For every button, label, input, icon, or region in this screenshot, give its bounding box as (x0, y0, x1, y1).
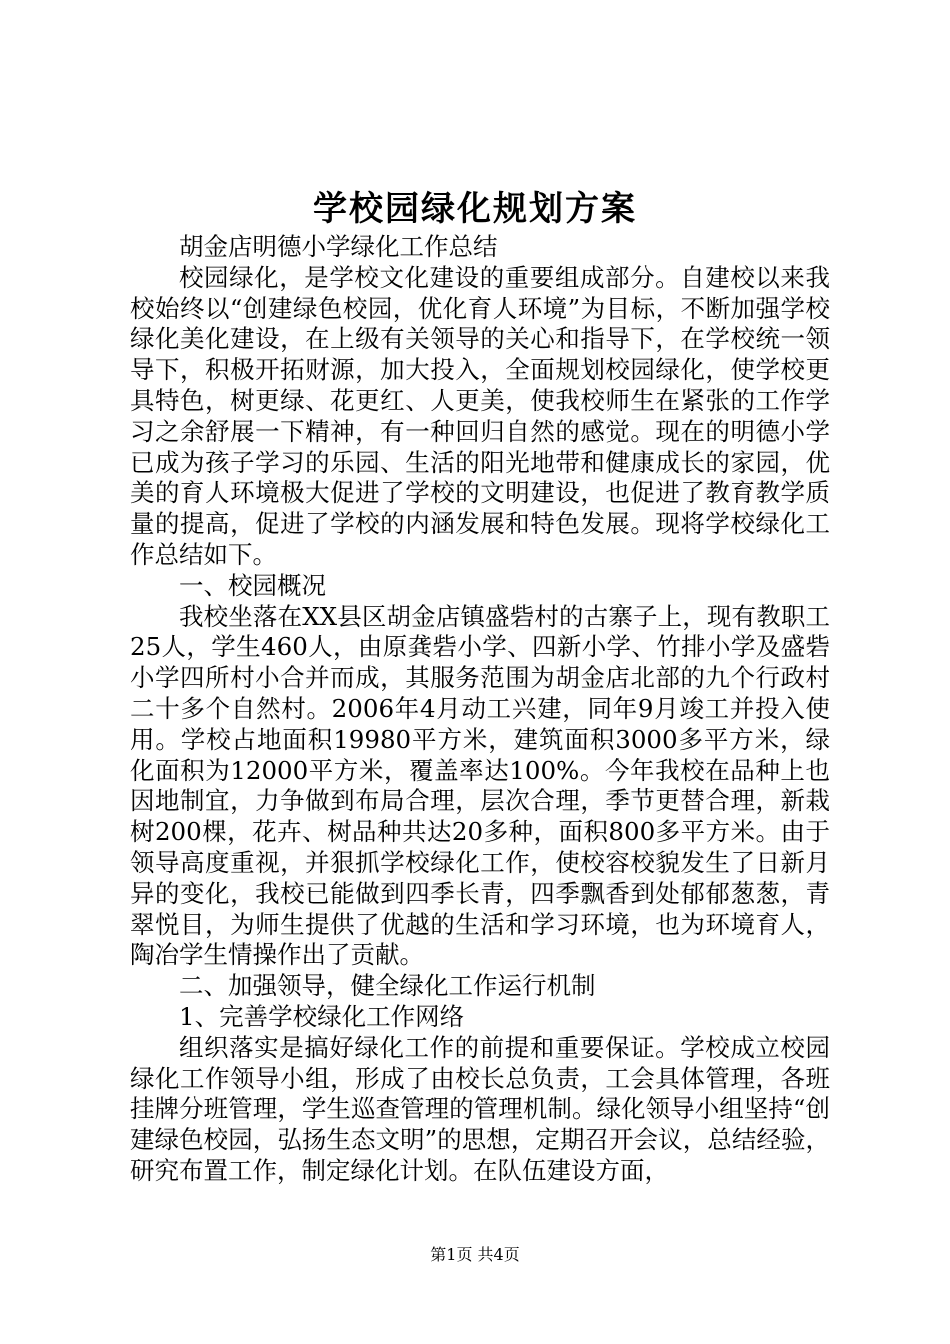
paragraph-subtitle: 胡金店明德小学绿化工作总结 (179, 232, 498, 261)
subsection-heading-network: 1、完善学校绿化工作网络 (179, 1001, 465, 1031)
paragraph-overview: 我校坐落在XX县区胡金店镇盛砦村的古寨子上，现有教职工25人，学生460人，由原龚砦小学、四新小学、竹排小学及盛砦小学四所村小合并而成，其服务范围为胡金店北部的九个行政村二十多个自然村。2006年4月动工兴建，同年9月竣工并投入使用。学校占地面积19980平方米，建筑面积3000多平方米，绿化面积为12000平方米，覆盖率达100%。今年我校在品种上也因地制宜，力争做到布局合理，层次合理，季节更替合理，新栽树200棵，花卉、树品种共达20多种，面积800多平方米。由于领导高度重视，并狠抓学校绿化工作，使校容校貌发生了日新月异的变化，我校已能做到四季长青，四季飘香到处郁郁葱葱，青翠悦目，为师生提供了优越的生活和学习环境，也为环境育人，陶冶学生情操作出了贡献。 (130, 601, 830, 970)
page-footer: 第1页 共4页 (430, 1245, 520, 1264)
document-body (130, 232, 830, 1187)
section-heading-overview: 一、校园概况 (179, 570, 326, 600)
paragraph-network: 组织落实是搞好绿化工作的前提和重要保证。学校成立校园绿化工作领导小组，形成了由校长总负责，工会具体管理，各班挂牌分班管理，学生巡查管理的管理机制。绿化领导小组坚持“创建绿色校园，弘扬生态文明”的思想，定期召开会议，总结经验，研究布置工作，制定绿化计划。在队伍建设方面， (130, 1032, 830, 1185)
document-title: 学校园绿化规划方案 (313, 189, 637, 229)
section-heading-leadership: 二、加强领导，健全绿化工作运行机制 (179, 971, 596, 1001)
paragraph-intro: 校园绿化，是学校文化建设的重要组成部分。自建校以来我校始终以“创建绿色校园，优化育人环境”为目标，不断加强学校绿化美化建设，在上级有关领导的关心和指导下，在学校统一领导下，积极开拓财源，加大投入，全面规划校园绿化，使学校更具特色，树更绿、花更红、人更美，使我校师生在紧张的工作学习之余舒展一下精神，有一种回归自然的感觉。现在的明德小学已成为孩子学习的乐园、生活的阳光地带和健康成长的家园，优美的育人环境极大促进了学校的文明建设，也促进了教育教学质量的提高，促进了学校的内涵发展和特色发展。现将学校绿化工作总结如下。 (130, 262, 830, 569)
